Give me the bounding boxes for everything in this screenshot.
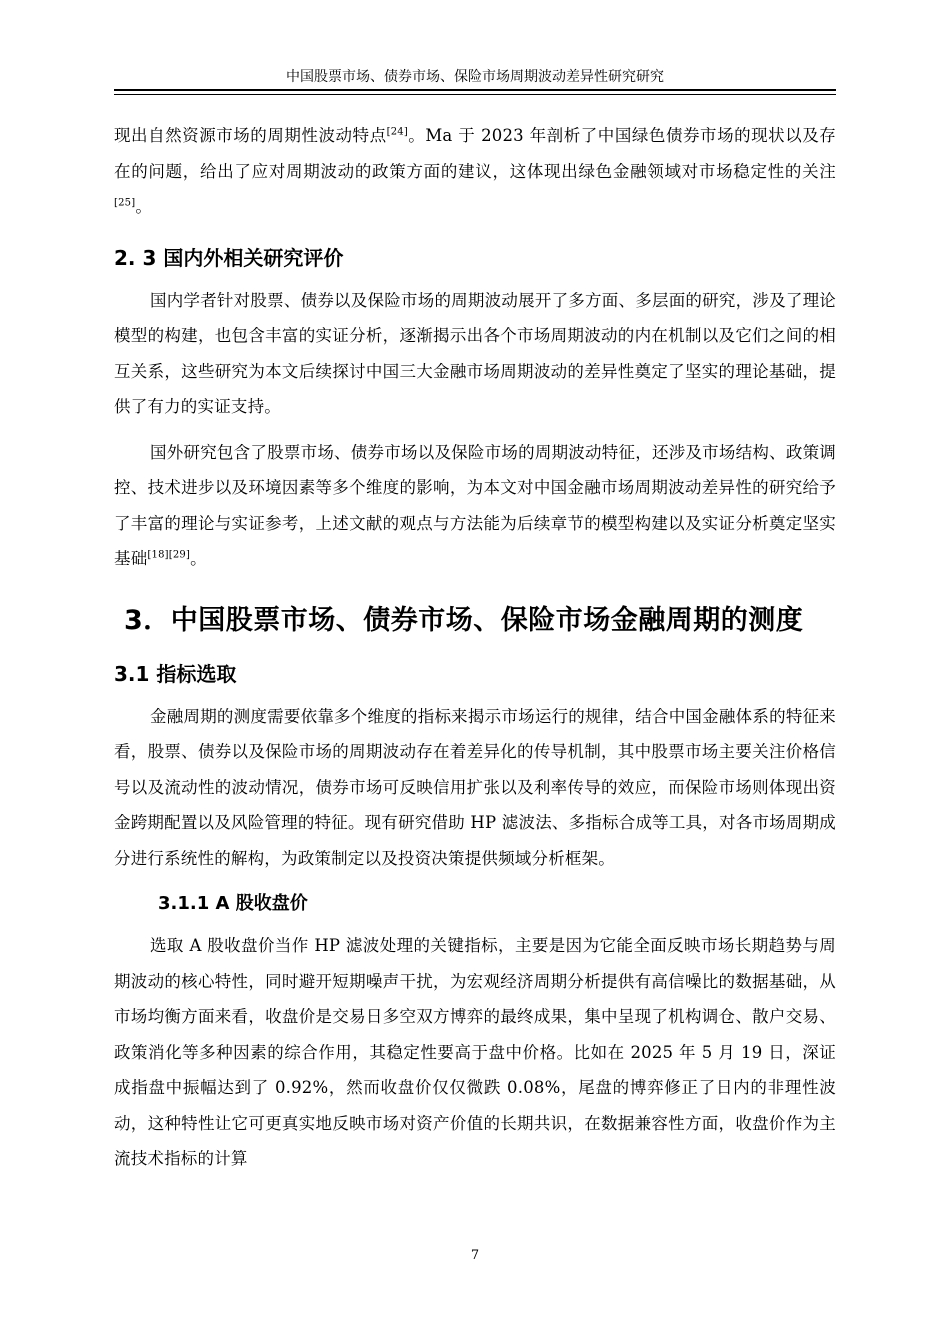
header-rule-thick [114, 89, 836, 91]
paragraph-text: 。Ma 于 2023 年剖析了中国绿色债券市场的现状以及存在的问题，给出了应对周期波动的政策方面的建议，这体现出绿色金融领域对市场稳定性的关注 [114, 126, 836, 181]
subsection-heading-3-1-1: 3.1.1 A 股收盘价 [158, 893, 308, 914]
paragraph-text: 。 [135, 197, 153, 216]
running-header: 中国股票市场、债券市场、保险市场周期波动差异性研究研究 [286, 69, 664, 85]
page-number: 7 [470, 1248, 480, 1263]
citation: [18][29] [147, 549, 191, 561]
chapter-heading-3: 3．中国股票市场、债券市场、保险市场金融周期的测度 [124, 604, 804, 636]
section-heading-2-3: 2. 3 国内外相关研究评价 [114, 245, 344, 270]
section-heading-3-1: 3.1 指标选取 [114, 661, 237, 686]
page-body [114, 118, 836, 1177]
paragraph-text: 现出自然资源市场的周期性波动特点 [114, 126, 387, 145]
citation: [24] [386, 126, 408, 138]
paragraph-text: 。 [190, 549, 207, 568]
header-rule-thin [114, 94, 836, 95]
citation: [25] [114, 197, 136, 209]
foreign-research-paragraph [114, 435, 836, 577]
indicator-selection-paragraph: 金融周期的测度需要依靠多个维度的指标来揭示市场运行的规律，结合中国金融体系的特征来看，股票、债券以及保险市场的周期波动存在着差异化的传导机制，其中股票市场主要关注价格信号以及流动性的波动情况，债券市场可反映信用扩张以及利率传导的效应，而保险市场则体现出资金跨期配置以及风险管理的特征。现有研究借助 HP 滤波法、多指标合成等工具，对各市场周期成分进行系统性的解构，为政策制定以及投资决策提供频域分析框架。 [114, 706, 836, 868]
domestic-research-paragraph: 国内学者针对股票、债券以及保险市场的周期波动展开了多方面、多层面的研究，涉及了理论模型的构建，也包含丰富的实证分析，逐渐揭示出各个市场周期波动的内在机制以及它们之间的相互关系，这些研究为本文后续探讨中国三大金融市场周期波动的差异性奠定了坚实的理论基础，提供了有力的实证支持。 [114, 290, 836, 416]
continuation-paragraph [114, 118, 836, 225]
paragraph-text: 国外研究包含了股票市场、债券市场以及保险市场的周期波动特征，还涉及市场结构、政策调控、技术进步以及环境因素等多个维度的影响，为本文对中国金融市场周期波动差异性的研究给予了丰富的理论与实证参考，上述文献的观点与方法能为后续章节的模型构建以及实证分析奠定坚实基础 [114, 442, 836, 568]
closing-price-paragraph: 选取 A 股收盘价当作 HP 滤波处理的关键指标，主要是因为它能全面反映市场长期趋势与周期波动的核心特性，同时避开短期噪声干扰，为宏观经济周期分析提供有高信噪比的数据基础，从市场均衡方面来看，收盘价是交易日多空双方博弈的最终成果，集中呈现了机构调仓、散户交易、政策消化等多种因素的综合作用，其稳定性要高于盘中价格。比如在 2025 年 5 月 19 日，深证成指盘中振幅达到了 0.92%，然而收盘价仅仅微跌 0.08%，尾盘的博弈修正了日内的非理性波动，这种特性让它可更真实地反映市场对资产价值的长期共识，在数据兼容性方面，收盘价作为主流技术指标的计算 [114, 936, 836, 1168]
